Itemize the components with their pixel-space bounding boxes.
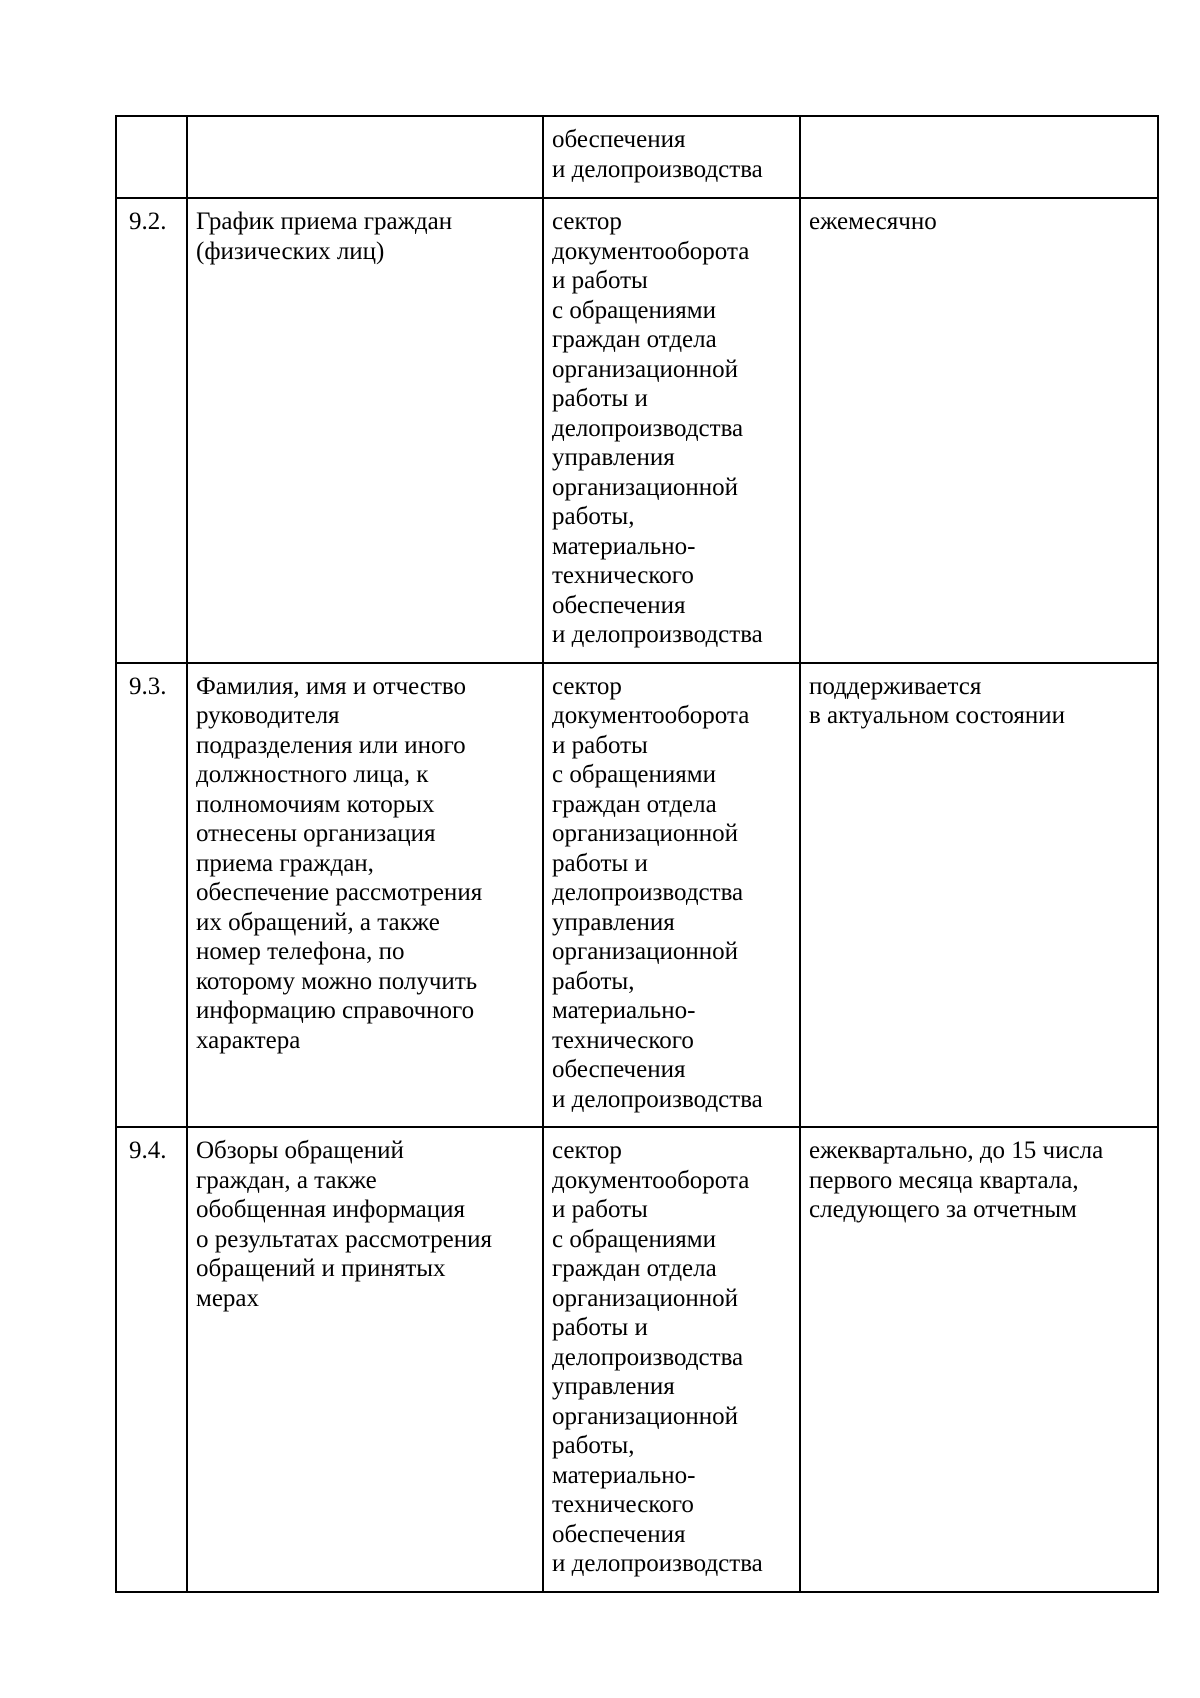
table-row bbox=[116, 1127, 1158, 1592]
table-row bbox=[116, 116, 1158, 198]
information-name-cell: Фамилия, имя и отчество руководителя подразделения или иного должностного лица, к полномочиям которых отнесены организация приема граждан, обеспечение рассмотрения их обращений, а также номер телефона, по которому можно получить информацию справочного характера bbox=[187, 663, 543, 1128]
responsible-unit-cell: сектор документооборота и работы с обращениями граждан отдела организационной работы и делопроизводства управления организационной работы, материально- технического обеспечения и делопроизводства bbox=[543, 198, 800, 663]
update-period-cell: поддерживается в актуальном состоянии bbox=[800, 663, 1158, 1128]
row-number-cell: 9.4. bbox=[116, 1127, 187, 1592]
information-name-cell: График приема граждан (физических лиц) bbox=[187, 198, 543, 663]
information-name-cell: Обзоры обращений граждан, а также обобщенная информация о результатах рассмотрения обращений и принятых мерах bbox=[187, 1127, 543, 1592]
update-period-cell bbox=[800, 116, 1158, 198]
row-number-cell bbox=[116, 116, 187, 198]
row-number-cell: 9.2. bbox=[116, 198, 187, 663]
update-period-cell: ежемесячно bbox=[800, 198, 1158, 663]
responsible-unit-cell: обеспечения и делопроизводства bbox=[543, 116, 800, 198]
responsible-unit-cell: сектор документооборота и работы с обращениями граждан отдела организационной работы и делопроизводства управления организационной работы, материально- технического обеспечения и делопроизводства bbox=[543, 663, 800, 1128]
row-number-cell: 9.3. bbox=[116, 663, 187, 1128]
responsible-unit-cell: сектор документооборота и работы с обращениями граждан отдела организационной работы и делопроизводства управления организационной работы, материально- технического обеспечения и делопроизводства bbox=[543, 1127, 800, 1592]
table-row bbox=[116, 198, 1158, 663]
update-period-cell: ежеквартально, до 15 числа первого месяца квартала, следующего за отчетным bbox=[800, 1127, 1158, 1592]
information-name-cell bbox=[187, 116, 543, 198]
table-row bbox=[116, 663, 1158, 1128]
info-table bbox=[115, 115, 1159, 1593]
